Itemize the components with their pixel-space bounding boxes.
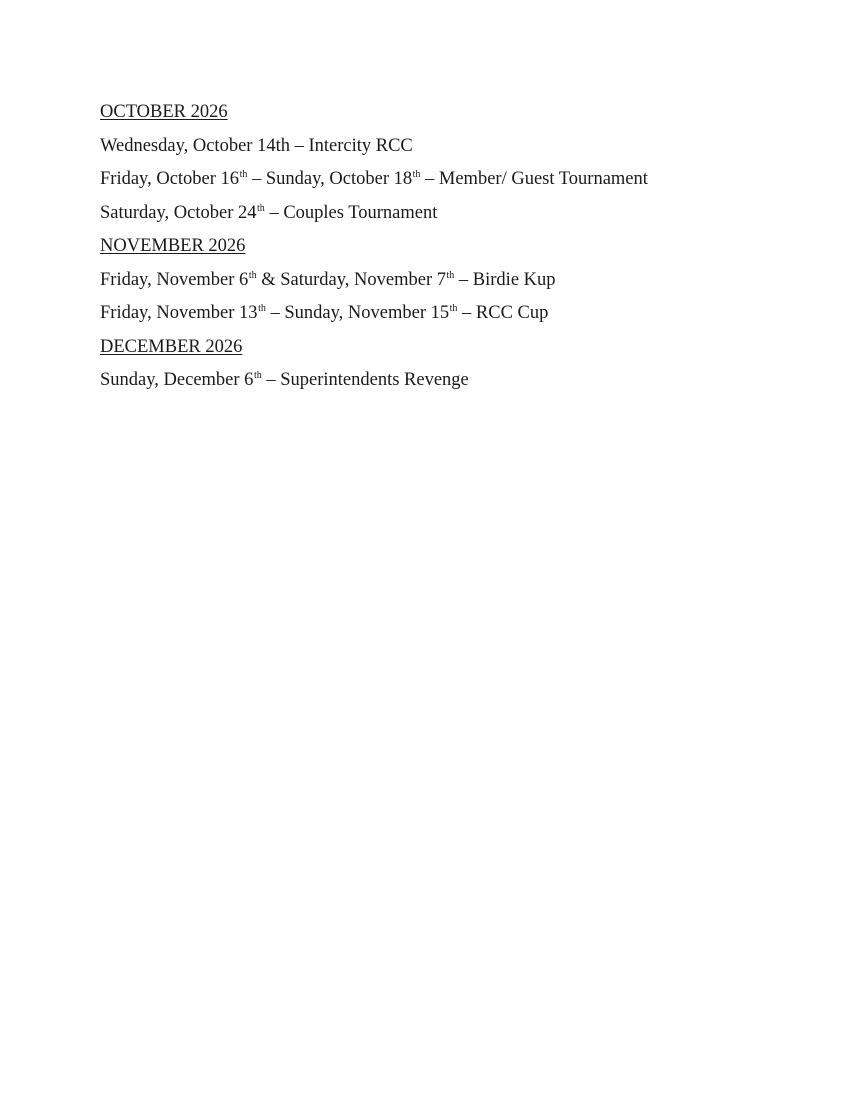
event-text: & Saturday, November 7 — [256, 269, 447, 290]
document-page — [100, 101, 648, 403]
event-text: – Sunday, November 15 — [265, 303, 450, 323]
ordinal-suffix: th — [257, 202, 265, 214]
event-text: – Sunday, October 18 — [247, 169, 413, 189]
section-heading-december: DECEMBER 2026 — [100, 336, 243, 357]
ordinal-suffix: th — [412, 169, 421, 180]
ordinal-suffix: th — [239, 169, 248, 180]
event-text: Friday, November 6 — [100, 269, 249, 290]
section-heading-october: OCTOBER 2026 — [100, 102, 228, 122]
event-text: Friday, October 16 — [100, 169, 240, 189]
event-line — [100, 135, 648, 169]
event-line — [100, 369, 648, 403]
ordinal-suffix: th — [248, 269, 257, 281]
event-text: Saturday, October 24 — [100, 202, 257, 223]
ordinal-suffix: th — [258, 303, 266, 314]
event-line — [100, 202, 648, 236]
ordinal-suffix: th — [253, 370, 262, 381]
event-text: – Birdie Kup — [454, 269, 556, 290]
event-text: – RCC Cup — [457, 303, 549, 323]
ordinal-suffix: th — [449, 303, 458, 314]
ordinal-suffix: th — [446, 269, 455, 281]
event-text: – Member/ Guest Tournament — [420, 169, 648, 189]
section-heading-november: NOVEMBER 2026 — [100, 236, 246, 256]
event-line — [100, 269, 648, 303]
event-line — [100, 168, 648, 202]
event-line — [100, 302, 648, 336]
event-text: – Couples Tournament — [264, 202, 438, 223]
event-text: – Superintendents Revenge — [261, 370, 469, 390]
event-text: Friday, November 13 — [100, 303, 258, 323]
event-text: Sunday, December 6 — [100, 370, 254, 390]
event-text: Wednesday, October 14th – Intercity RCC — [100, 135, 413, 156]
